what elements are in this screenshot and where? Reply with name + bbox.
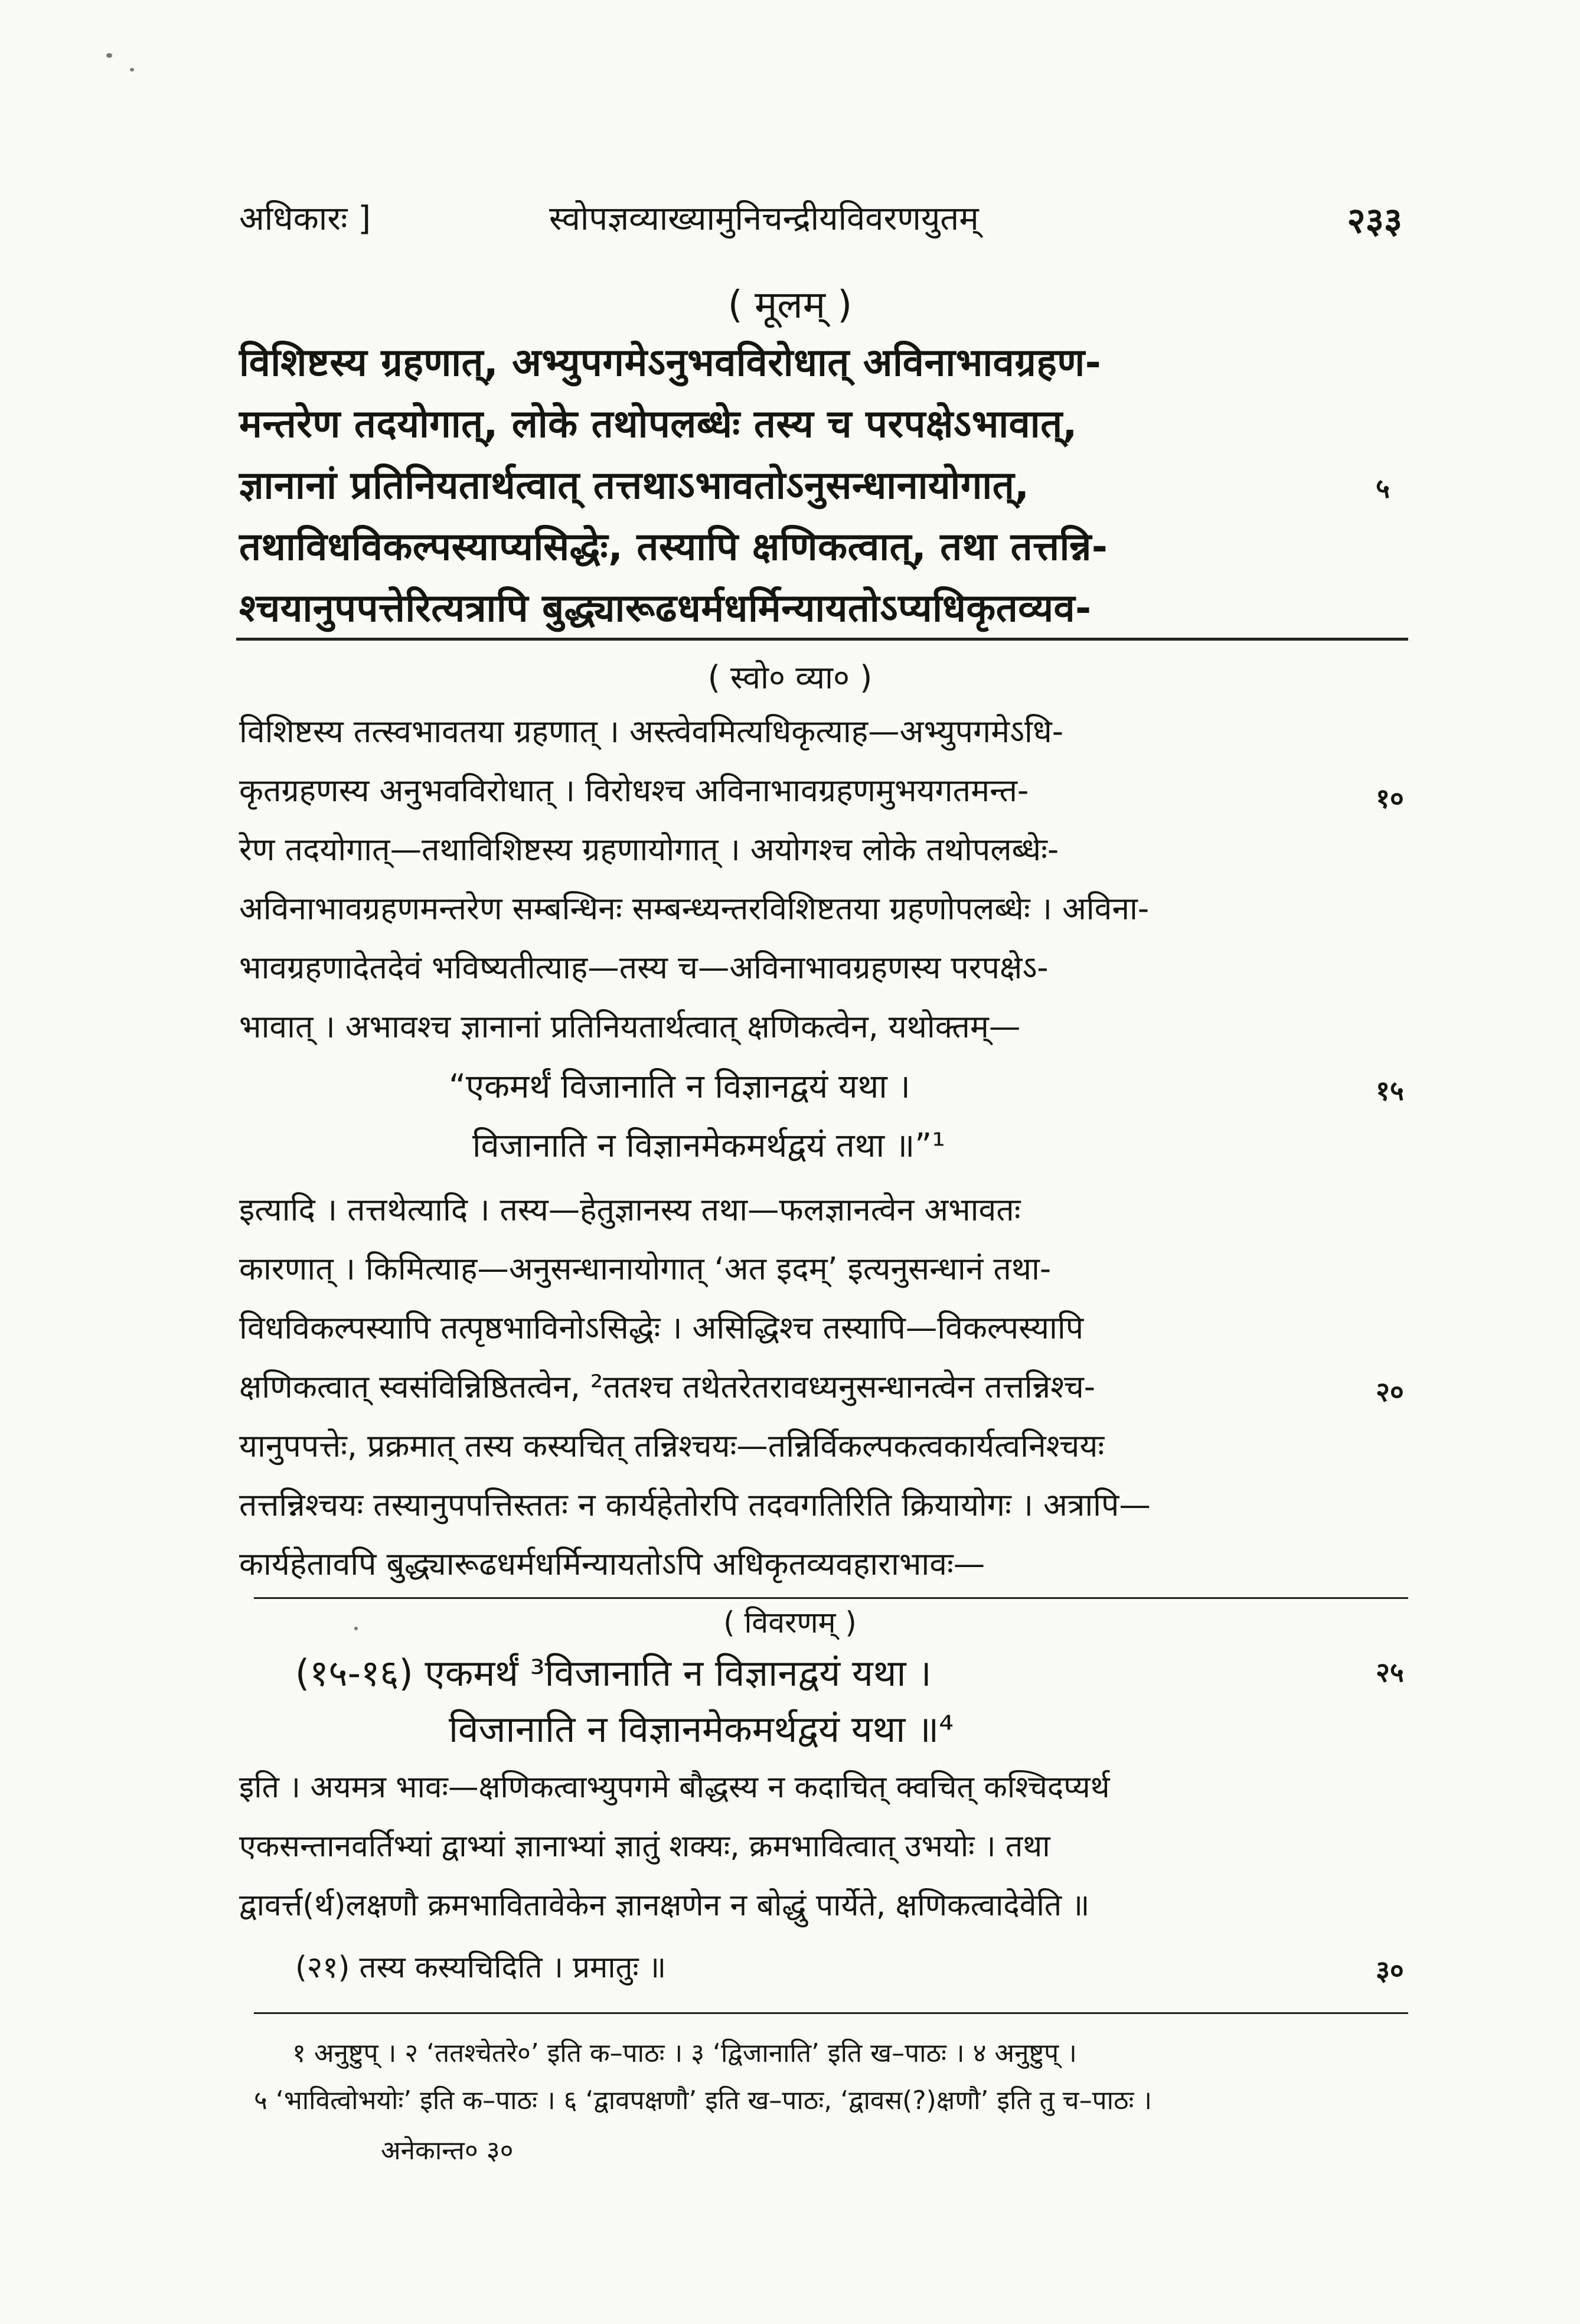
commentary-line: भावात् । अभावश्च ज्ञानानां प्रतिनियतार्थत्वात् क्षणिकत्वेन, यथोक्तम्— <box>239 1008 1021 1045</box>
line-number: ३० <box>1376 1954 1404 1986</box>
vivaranam-verse-line: (१५-१६) एकमर्थं ³विजानाति न विज्ञानद्वयं यथा । <box>295 1651 932 1695</box>
page-number: २३३ <box>1347 200 1402 241</box>
commentary-line: भावग्रहणादेतदेवं भविष्यतीत्याह—तस्य च—अविनाभावग्रहणस्य परपक्षेऽ- <box>239 949 1049 986</box>
footnote-line: ५ ‘भावित्वोभयोः’ इति क–पाठः । ६ ‘द्वावपक्षणौ’ इति ख–पाठः, ‘द्वावस(?)क्षणौ’ इति तु च–पाठः । <box>254 2085 1153 2116</box>
line-number: ५ <box>1376 472 1390 504</box>
commentary-line: विधविकल्पस्यापि तत्पृष्ठभाविनोऽसिद्धेः । असिद्धिश्च तस्यापि—विकल्पस्यापि <box>239 1309 1084 1346</box>
commentary-line: इत्यादि । तत्तथेत्यादि । तस्य—हेतुज्ञानस्य तथा—फलज्ञानत्वेन अभावतः <box>239 1191 1021 1228</box>
line-number: १० <box>1376 782 1404 814</box>
vivaranam-line: एकसन्तानवर्तिभ्यां द्वाभ्यां ज्ञानाभ्यां ज्ञातुं शक्यः, क्रमभावित्वात् उभयोः । तथा <box>239 1829 1050 1864</box>
commentary-line: कारणात् । किमित्याह—अनुसन्धानायोगात् ‘अत इदम्’ इत्यनुसन्धानं तथा- <box>239 1250 1052 1287</box>
vivaranam-verse-line: विजानाति न विज्ञानमेकमर्थद्वयं यथा ॥⁴ <box>449 1708 954 1751</box>
mulam-line: विशिष्टस्य ग्रहणात्, अभ्युपगमेऽनुभवविरोधात् अविनाभावग्रहण- <box>239 341 1102 385</box>
commentary-line: रेण तदयोगात्—तथाविशिष्टस्य ग्रहणायोगात् । अयोगश्च लोके तथोपलब्धेः- <box>239 831 1059 868</box>
commentary-line: तत्तन्निश्चयः तस्यानुपपत्तिस्ततः न कार्यहेतोरपि तदवगतिरिति क्रियायोगः । अत्रापि— <box>239 1486 1151 1523</box>
signature-mark: अनेकान्त० ३० <box>381 2136 514 2166</box>
scan-speck <box>130 68 134 71</box>
vivaranam-line: (२१) तस्य कस्यचिदिति । प्रमातुः ॥ <box>295 1950 667 1984</box>
footnote-divider <box>254 2012 1408 2014</box>
vivaranam-line: द्वावर्त्त(र्थ)लक्षणौ क्रमभावितावेकेन ज्ञानक्षणेन न बोद्धुं पार्येते, क्षणिकत्वादेवेति ॥ <box>239 1888 1090 1923</box>
commentary-heading: ( स्वो० व्या० ) <box>707 659 873 696</box>
mulam-heading: ( मूलम् ) <box>727 283 853 327</box>
commentary-line: कृतग्रहणस्य अनुभवविरोधात् । विरोधश्च अविनाभावग्रहणमुभयगतमन्त- <box>239 772 1029 809</box>
section-divider <box>236 638 1408 641</box>
vivaranam-line: इति । अयमत्र भावः—क्षणिकत्वाभ्युपगमे बौद्धस्य न कदाचित् क्वचित् कश्चिदप्यर्थ <box>239 1770 1110 1805</box>
header-title: स्वोपज्ञव्याख्यामुनिचन्द्रीयविवरणयुतम् <box>549 200 979 238</box>
mulam-line: श्चयानुपपत्तेरित्यत्रापि बुद्ध्यारूढधर्मधर्मिन्यायतोऽप्यधिकृतव्यव- <box>239 586 1092 631</box>
line-number: २० <box>1376 1376 1404 1408</box>
commentary-line: अविनाभावग्रहणमन्तरेण सम्बन्धिनः सम्बन्ध्यन्तरविशिष्टतया ग्रहणोपलब्धेः । अविना- <box>239 890 1150 927</box>
mulam-line: ज्ञानानां प्रतिनियतार्थत्वात् तत्तथाऽभावतोऽनुसन्धानायोगात्, <box>239 464 1030 508</box>
commentary-line: कार्यहेतावपि बुद्ध्यारूढधर्मधर्मिन्यायतोऽपि अधिकृतव्यवहाराभावः— <box>239 1545 985 1582</box>
line-number: २५ <box>1376 1656 1404 1688</box>
commentary-line: यानुपपत्तेः, प्रक्रमात् तस्य कस्यचित् तन्निश्चयः—तन्निर्विकल्पकत्वकार्यत्वनिश्चयः <box>239 1427 1105 1464</box>
mulam-line: मन्तरेण तदयोगात्, लोके तथोपलब्धेः तस्य च परपक्षेऽभावात्, <box>239 402 1078 446</box>
commentary-line: विशिष्टस्य तत्स्वभावतया ग्रहणात् । अस्त्वेवमित्यधिकृत्याह—अभ्युपगमेऽधि- <box>239 713 1063 750</box>
section-divider <box>254 1597 1408 1599</box>
footnote-line: १ अनुष्टुप् । २ ‘ततश्चेतरे०’ इति क–पाठः । ३ ‘द्विजानाति’ इति ख–पाठः । ४ अनुष्टुप् । <box>292 2038 1077 2068</box>
header-chapter: अधिकारः ] <box>239 200 371 238</box>
vivaranam-heading: ( विवरणम् ) <box>723 1605 857 1640</box>
scan-speck <box>106 53 112 58</box>
commentary-line: क्षणिकत्वात् स्वसंविन्निष्ठितत्वेन, ²ततश्च तथेतरेतरावध्यनुसन्धानत्वेन तत्तन्निश्च- <box>239 1368 1096 1405</box>
line-number: १५ <box>1376 1075 1404 1106</box>
quoted-verse-line: विजानाति न विज्ञानमेकमर्थद्वयं तथा ॥”¹ <box>472 1127 945 1165</box>
running-header <box>239 189 1402 254</box>
mulam-line: तथाविधविकल्पस्याप्यसिद्धेः, तस्यापि क्षणिकत्वात्, तथा तत्तन्नि- <box>239 525 1108 569</box>
quoted-verse-line: “एकमर्थं विजानाति न विज्ञानद्वयं यथा । <box>449 1068 910 1106</box>
scan-speck <box>354 1627 358 1630</box>
